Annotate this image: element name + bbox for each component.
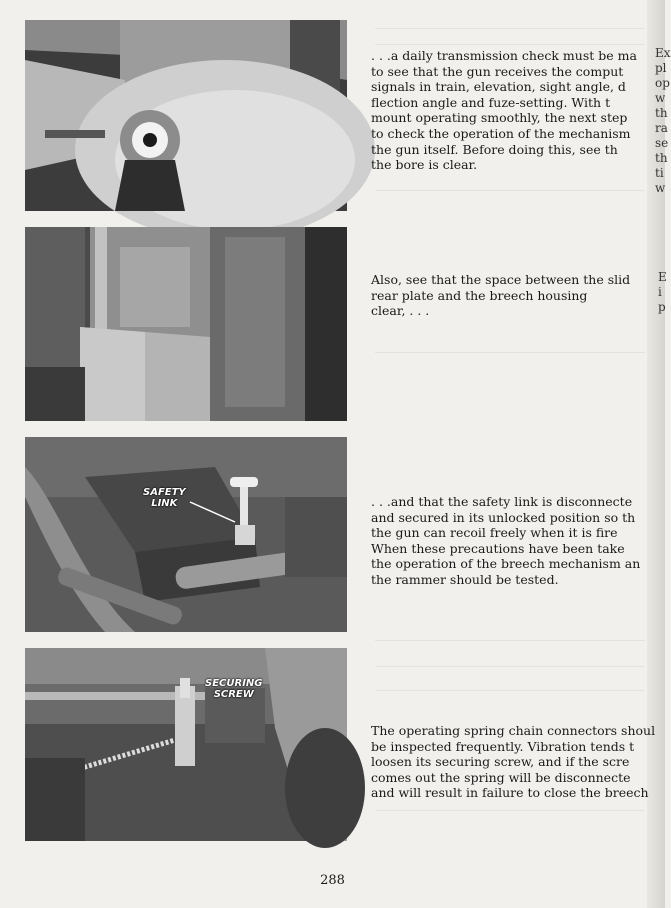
photo-breech-bore xyxy=(25,20,347,211)
photo-slide-plate xyxy=(25,227,347,421)
adjacent-page-text-2: E i p xyxy=(658,270,667,314)
caption-transmission-check: . . .a daily transmission check must be ma to see that the gun receives the comput signals in train, elevation, sight angle, d flection angle and fuze-setting. With t mount operating smoothly, the next step to check the operation of the mechanism the gun itself. Before doing this, see th the bore is clear. xyxy=(371,48,637,173)
caption-safety-link: . . .and that the safety link is disconnecte and secured in its unlocked position so th the gun can recoil freely when it is fire When these precautions have been take the operation of the breech mechanism an the rammer should be tested. xyxy=(371,494,641,587)
page-number: 288 xyxy=(320,873,345,888)
photo-securing-screw xyxy=(25,648,347,841)
photo-safety-link xyxy=(25,437,347,632)
safety-link-callout: SAFETY LINK xyxy=(143,487,186,509)
securing-screw-callout: SECURING SCREW xyxy=(205,678,263,700)
caption-slide-plate: Also, see that the space between the slid rear plate and the breech housing clear, . . . xyxy=(371,272,631,319)
adjacent-page-text-1: Ex pl op w th ra se th ti w xyxy=(655,46,671,195)
caption-operating-spring: The operating spring chain connectors shoul be inspected frequently. Vibration tends t loosen its securing screw, and if the scre comes out the spring will be disconnecte and will result in failure to close the breech xyxy=(371,723,656,801)
